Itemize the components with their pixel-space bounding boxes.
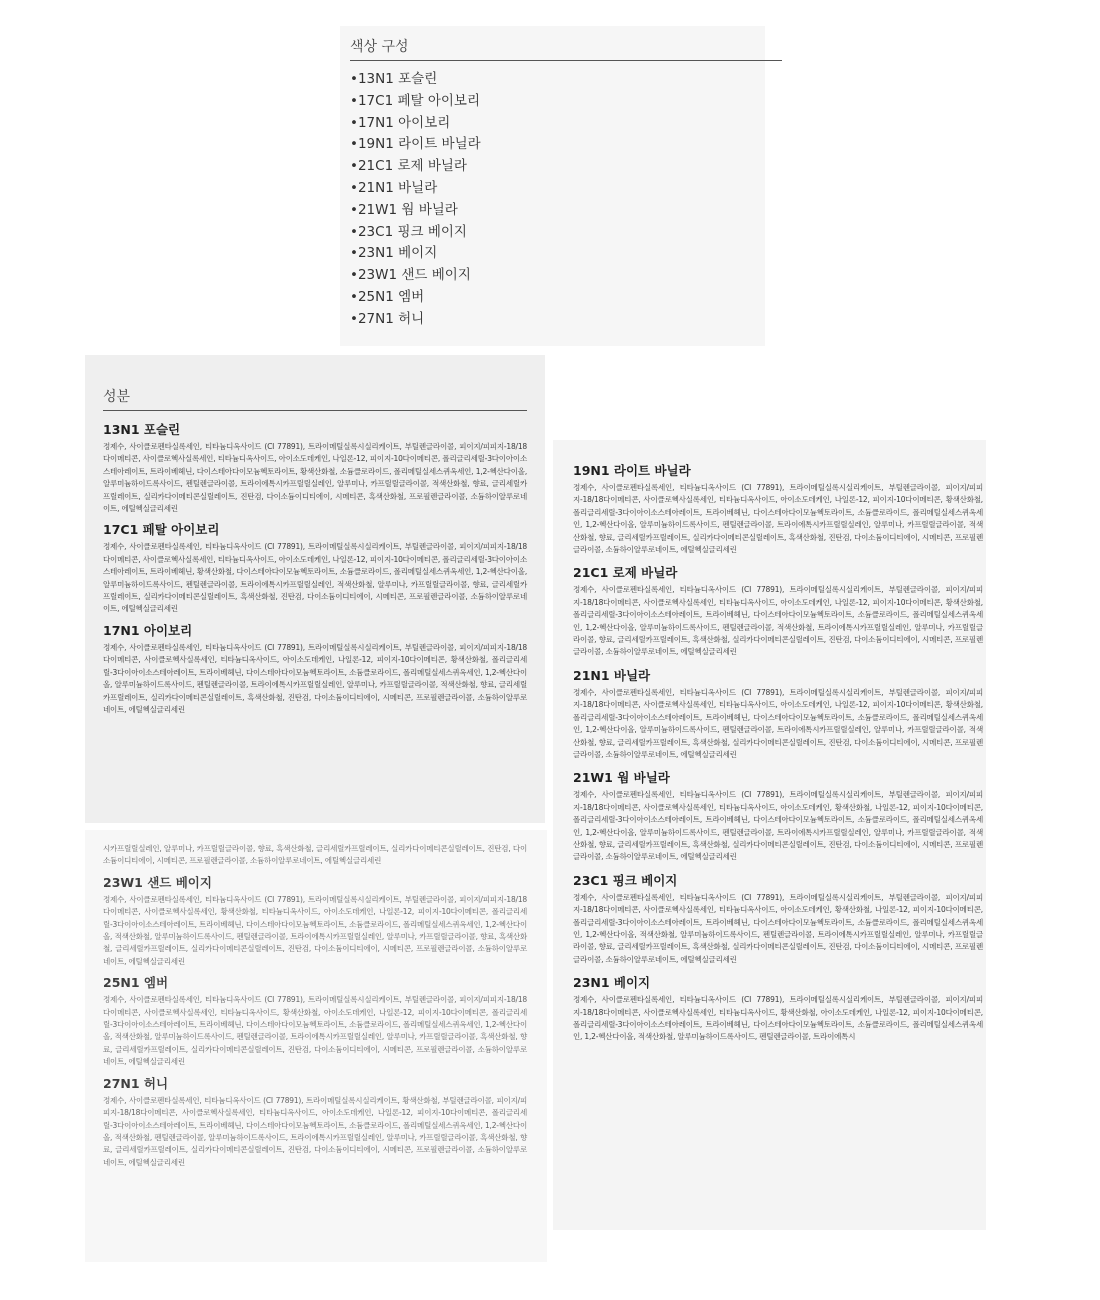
product-17n1 bbox=[103, 622, 527, 716]
color-item: •17N1 아이보리 bbox=[350, 114, 451, 131]
product-23n1 bbox=[573, 974, 983, 1044]
color-item: •23C1 핑크 베이지 bbox=[350, 223, 467, 240]
color-item: •19N1 라이트 바닐라 bbox=[350, 136, 481, 153]
ingredients-title: 성분 bbox=[103, 386, 527, 411]
product-25n1 bbox=[103, 974, 527, 1068]
product-name: 21N1 바닐라 bbox=[573, 667, 651, 683]
product-21w1 bbox=[573, 769, 983, 863]
ingredient-list: 정제수, 사이클로펜타실록세인, 티타늄디옥사이드 (CI 77891), 트라이메틸실록시실리케이트, 부틸렌글라이콜, 피이지/피피지-18/18다이메티콘, 사이클로헥사실록세인, 티타늄디옥사이드, 아이소도데케인, 나일론-12, 피이지-10다이메티콘, 황색산화철, 폴리글리세릴-3다이아이소스테아레이트, 트라이베헤닌, 다이스테아다이모늄헥토라이트, 소듐클로라이드, 폴리메틸실세스퀴옥세인, 1,2-헥산다이올, 알루미늄하이드록사이드, 펜틸렌글라이콜, 트라이에톡시카프릴릴실레인, 알루미나, 카프릴릴글라이콜, 적색산화철, 향료, 글리세릴카프릴레이트, 실리카다이메티콘실릴레이트, 흑색산화철, 진탄검, 다이소듐이디티에이, 시메티콘, 프로필렌글라이콜, 소듐하이알루로네이트, 에틸헥실글리세린 bbox=[103, 642, 527, 714]
product-name: 23N1 베이지 bbox=[573, 975, 651, 991]
color-item: •23W1 샌드 베이지 bbox=[350, 267, 471, 284]
ingredients-right-column bbox=[573, 462, 983, 1052]
product-name: 27N1 허니 bbox=[103, 1075, 169, 1091]
ingredient-list: 정제수, 사이클로펜타실록세인, 티타늄디옥사이드 (CI 77891), 트라이메틸실록시실리케이트, 부틸렌글라이콜, 피이지/피피지-18/18다이메티콘, 사이클로헥사실록세인, 티타늄디옥사이드, 황색산화철, 아이소도데케인, 나일론-12, 피이지-10다이메티콘, 폴리글리세릴-3다이아이소스테아레이트, 트라이베헤닌, 다이스테아다이모늄헥토라이트, 소듐클로라이드, 폴리메틸실세스퀴옥세인, 1,2-헥산다이올, 적색산화철, 알루미늄하이드록사이드, 펜틸렌글라이콜, 트라이에톡시카프릴릴실레인, 알루미나, 카프릴릴글라이콜, 흑색산화철, 향료, 글리세릴카프릴레이트, 실리카다이메티콘실릴레이트, 진탄검, 다이소듐이디티에이, 시메티콘, 프로필렌글라이콜, 소듐하이알루로네이트, 에틸헥실글리세린 bbox=[103, 995, 527, 1067]
ingredient-list: 정제수, 사이클로펜타실록세인, 티타늄디옥사이드 (CI 77891), 트라이메틸실록시실리케이트, 부틸렌글라이콜, 피이지/피피지-18/18다이메티콘, 사이클로헥사실록세인, 황색산화철, 티타늄디옥사이드, 아이소도데케인, 나일론-12, 피이지-10다이메티콘, 폴리글리세릴-3다이아이소스테아레이트, 트라이베헤닌, 다이스테아다이모늄헥토라이트, 소듐클로라이드, 폴리메틸실세스퀴옥세인, 1,2-헥산다이올, 적색산화철, 알루미늄하이드록사이드, 펜틸렌글라이콜, 트라이에톡시카프릴릴실레인, 알루미나, 카프릴릴글라이콜, 향료, 흑색산화철, 글리세릴카프릴레이트, 실리카다이메티콘실릴레이트, 진탄검, 다이소듐이디티에이, 시메티콘, 프로필렌글라이콜, 소듐하이알루로네이트, 에틸헥실글리세린 bbox=[103, 894, 527, 966]
color-item: •27N1 허니 bbox=[350, 310, 425, 327]
product-name: 21C1 로제 바닐라 bbox=[573, 565, 678, 581]
ingredient-list: 정제수, 사이클로펜타실록세인, 티타늄디옥사이드 (CI 77891), 트라이메틸실록시실리케이트, 부틸렌글라이콜, 피이지/피피지-18/18다이메티콘, 사이클로헥사실록세인, 티타늄디옥사이드, 아이소도데케인, 나일론-12, 피이지-10다이메티콘, 황색산화철, 폴리글리세릴-3다이아이소스테아레이트, 트라이베헤닌, 다이스테아다이모늄헥토라이트, 소듐클로라이드, 폴리메틸실세스퀴옥세인, 1,2-헥산다이올, 알루미늄하이드록사이드, 펜틸렌글라이콜, 트라이에톡시카프릴릴실레인, 알루미나, 카프릴릴글라이콜, 적색산화철, 향료, 글리세릴카프릴레이트, 흑색산화철, 실리카다이메티콘실릴레이트, 진탄검, 다이소듐이디티에이, 시메티콘, 프로필렌글라이콜, 소듐하이알루로네이트, 에틸헥실글리세린 bbox=[573, 687, 983, 759]
ingredient-list: 정제수, 사이클로펜타실록세인, 티타늄디옥사이드 (CI 77891), 트라이메틸실록시실리케이트, 부틸렌글라이콜, 피이지/피피지-18/18다이메티콘, 사이클로헥사실록세인, 티타늄디옥사이드, 아이소도데케인, 나일론-12, 피이지-10다이메티콘, 황색산화철, 폴리글리세릴-3다이아이소스테아레이트, 트라이베헤닌, 다이스테아다이모늄헥토라이트, 소듐클로라이드, 폴리메틸실세스퀴옥세인, 1,2-헥산다이올, 알루미늄하이드록사이드, 펜틸렌글라이콜, 트라이에톡시카프릴릴실레인, 알루미나, 카프릴릴글라이콜, 적색산화철, 향료, 글리세릴카프릴레이트, 실리카다이메티콘실릴레이트, 흑색산화철, 진탄검, 다이소듐이디티에이, 시메티콘, 프로필렌글라이콜, 소듐하이알루로네이트, 에틸헥실글리세린 bbox=[573, 483, 983, 555]
color-section bbox=[350, 36, 782, 331]
product-name: 17C1 페탈 아이보리 bbox=[103, 522, 220, 538]
ingredients-left-column bbox=[103, 386, 527, 722]
product-27n1 bbox=[103, 1075, 527, 1169]
product-21c1 bbox=[573, 564, 983, 658]
ingredient-list: 정제수, 사이클로펜타실록세인, 티타늄디옥사이드 (CI 77891), 트라이메틸실록시실리케이트, 황색산화철, 부틸렌글라이콜, 피이지/피피지-18/18다이메티콘, 사이클로헥사실록세인, 티타늄디옥사이드, 아이소도데케인, 나일론-12, 피이지-10다이메티콘, 폴리글리세릴-3다이아이소스테아레이트, 트라이베헤닌, 다이스테아다이모늄헥토라이트, 소듐클로라이드, 폴리메틸실세스퀴옥세인, 1,2-헥산다이올, 적색산화철, 펜틸렌글라이콜, 알루미늄하이드록사이드, 트라이에톡시카프릴릴실레인, 알루미나, 카프릴릴글라이콜, 흑색산화철, 향료, 글리세릴카프릴레이트, 실리카다이메티콘실릴레이트, 진탄검, 다이소듐이디티에이, 시메티콘, 프로필렌글라이콜, 소듐하이알루로네이트, 에틸헥실글리세린 bbox=[103, 1095, 527, 1167]
product-17c1 bbox=[103, 521, 527, 615]
color-item: •17C1 페탈 아이보리 bbox=[350, 92, 480, 109]
ingredient-list: 정제수, 사이클로펜타실록세인, 티타늄디옥사이드 (CI 77891), 트라이메틸실록시실리케이트, 부틸렌글라이콜, 피이지/피피지-18/18다이메티콘, 사이클로헥사실록세인, 티타늄디옥사이드, 황색산화철, 아이소도데케인, 나일론-12, 피이지-10다이메티콘, 폴리글리세릴-3다이아이소스테아레이트, 트라이베헤닌, 다이스테아다이모늄헥토라이트, 소듐클로라이드, 폴리메틸실세스퀴옥세인, 1,2-헥산다이올, 적색산화철, 알루미늄하이드록사이드, 펜틸렌글라이콜, 트라이에톡시 bbox=[573, 995, 983, 1042]
product-name: 21W1 웜 바닐라 bbox=[573, 770, 670, 786]
ingredient-continuation: 시카프릴릴실레인, 알루미나, 카프릴릴글라이콜, 향료, 흑색산화철, 글리세릴카프릴레이트, 실리카다이메티콘실릴레이트, 진탄검, 다이소듐이디티에이, 시메티콘, 프로필렌글라이콜, 소듐하이알루로네이트, 에틸헥실글리세린 bbox=[103, 844, 527, 866]
color-list bbox=[350, 69, 782, 331]
ingredient-list: 정제수, 사이클로펜타실록세인, 티타늄디옥사이드 (CI 77891), 트라이메틸실록시실리케이트, 부틸렌글라이콜, 피이지/피피지-18/18다이메티콘, 사이클로헥사실록세인, 티타늄디옥사이드, 아이소도데케인, 나일론-12, 피이지-10다이메티콘, 폴리글리세릴-3다이아이소스테아레이트, 트라이베헤닌, 다이스테아다이모늄헥토라이트, 황색산화철, 소듐클로라이드, 폴리메틸실세스퀴옥세인, 1,2-헥산다이올, 알루미늄하이드록사이드, 펜틸렌글라이콜, 트라이에톡시카프릴릴실레인, 알루미나, 카프릴릴글라이콜, 적색산화철, 향료, 글리세릴카프릴레이트, 실리카다이메티콘실릴레이트, 진탄검, 다이소듐이디티에이, 시메티콘, 흑색산화철, 프로필렌글라이콜, 소듐하이알루로네이트, 에틸헥실글리세린 bbox=[103, 442, 527, 514]
product-name: 23W1 샌드 베이지 bbox=[103, 874, 212, 890]
color-item: •21C1 로제 바닐라 bbox=[350, 158, 467, 175]
color-section-title: 색상 구성 bbox=[350, 36, 782, 61]
product-name: 23C1 핑크 베이지 bbox=[573, 872, 678, 888]
color-item: •23N1 베이지 bbox=[350, 245, 438, 262]
ingredient-list: 정제수, 사이클로펜타실록세인, 티타늄디옥사이드 (CI 77891), 트라이메틸실록시실리케이트, 부틸렌글라이콜, 피이지/피피지-18/18다이메티콘, 사이클로헥사실록세인, 티타늄디옥사이드, 아이소도데케인, 나일론-12, 피이지-10다이메티콘, 황색산화철, 폴리글리세릴-3다이아이소스테아레이트, 트라이베헤닌, 다이스테아다이모늄헥토라이트, 소듐클로라이드, 폴리메틸실세스퀴옥세인, 1,2-헥산다이올, 알루미늄하이드록사이드, 펜틸렌글라이콜, 적색산화철, 트라이에톡시카프릴릴실레인, 알루미나, 카프릴릴글라이콜, 향료, 글리세릴카프릴레이트, 흑색산화철, 실리카다이메티콘실릴레이트, 진탄검, 다이소듐이디티에이, 시메티콘, 프로필렌글라이콜, 소듐하이알루로네이트, 에틸헥실글리세린 bbox=[573, 585, 983, 657]
ingredient-list: 정제수, 사이클로펜타실록세인, 티타늄디옥사이드 (CI 77891), 트라이메틸실록시실리케이트, 부틸렌글라이콜, 피이지/피피지-18/18다이메티콘, 사이클로헥사실록세인, 티타늄디옥사이드, 아이소도데케인, 황색산화철, 나일론-12, 피이지-10다이메티콘, 폴리글리세릴-3다이아이소스테아레이트, 트라이베헤닌, 다이스테아다이모늄헥토라이트, 소듐클로라이드, 폴리메틸실세스퀴옥세인, 1,2-헥산다이올, 적색산화철, 알루미늄하이드록사이드, 펜틸렌글라이콜, 트라이에톡시카프릴릴실레인, 알루미나, 카프릴릴글라이콜, 향료, 글리세릴카프릴레이트, 흑색산화철, 실리카다이메티콘실릴레이트, 진탄검, 다이소듐이디티에이, 시메티콘, 프로필렌글라이콜, 소듐하이알루로네이트, 에틸헥실글리세린 bbox=[573, 892, 983, 964]
ingredient-list: 정제수, 사이클로펜타실록세인, 티타늄디옥사이드 (CI 77891), 트라이메틸실록시실리케이트, 부틸렌글라이콜, 피이지/피피지-18/18다이메티콘, 사이클로헥사실록세인, 티타늄디옥사이드, 아이소도데케인, 나일론-12, 피이지-10다이메티콘, 폴리글리세릴-3다이아이소스테아레이트, 트라이베헤닌, 황색산화철, 다이스테아다이모늄헥토라이트, 소듐클로라이드, 폴리메틸실세스퀴옥세인, 1,2-헥산다이올, 알루미늄하이드록사이드, 펜틸렌글라이콜, 트라이에톡시카프릴릴실레인, 적색산화철, 알루미나, 카프릴릴글라이콜, 향료, 글리세릴카프릴레이트, 실리카다이메티콘실릴레이트, 흑색산화철, 진탄검, 다이소듐이디티에이, 시메티콘, 프로필렌글라이콜, 소듐하이알루로네이트, 에틸헥실글리세린 bbox=[103, 542, 527, 614]
product-name: 25N1 엠버 bbox=[103, 975, 169, 991]
product-name: 19N1 라이트 바닐라 bbox=[573, 463, 691, 478]
product-13n1 bbox=[103, 421, 527, 515]
product-23c1 bbox=[573, 872, 983, 966]
product-name: 17N1 아이보리 bbox=[103, 622, 193, 638]
product-19n1 bbox=[573, 462, 983, 556]
product-23w1 bbox=[103, 874, 527, 968]
product-21n1 bbox=[573, 667, 983, 761]
color-item: •21N1 바닐라 bbox=[350, 179, 438, 196]
product-name: 13N1 포슬린 bbox=[103, 422, 181, 437]
color-item: •21W1 웜 바닐라 bbox=[350, 201, 458, 218]
color-item: •25N1 엠버 bbox=[350, 288, 425, 305]
ingredients-bottom-column bbox=[103, 843, 527, 1175]
ingredient-list: 정제수, 사이클로펜타실록세인, 티타늄디옥사이드 (CI 77891), 트라이메틸실록시실리케이트, 부틸렌글라이콜, 피이지/피피지-18/18다이메티콘, 사이클로헥사실록세인, 티타늄디옥사이드, 아이소도데케인, 황색산화철, 나일론-12, 피이지-10다이메티콘, 폴리글리세릴-3다이아이소스테아레이트, 트라이베헤닌, 다이스테아다이모늄헥토라이트, 소듐클로라이드, 폴리메틸실세스퀴옥세인, 1,2-헥산다이올, 알루미늄하이드록사이드, 펜틸렌글라이콜, 트라이에톡시카프릴릴실레인, 알루미나, 카프릴릴글라이콜, 적색산화철, 향료, 글리세릴카프릴레이트, 흑색산화철, 실리카다이메티콘실릴레이트, 진탄검, 다이소듐이디티에이, 시메티콘, 프로필렌글라이콜, 소듐하이알루로네이트, 에틸헥실글리세린 bbox=[573, 790, 983, 862]
color-item: •13N1 포슬린 bbox=[350, 71, 438, 87]
